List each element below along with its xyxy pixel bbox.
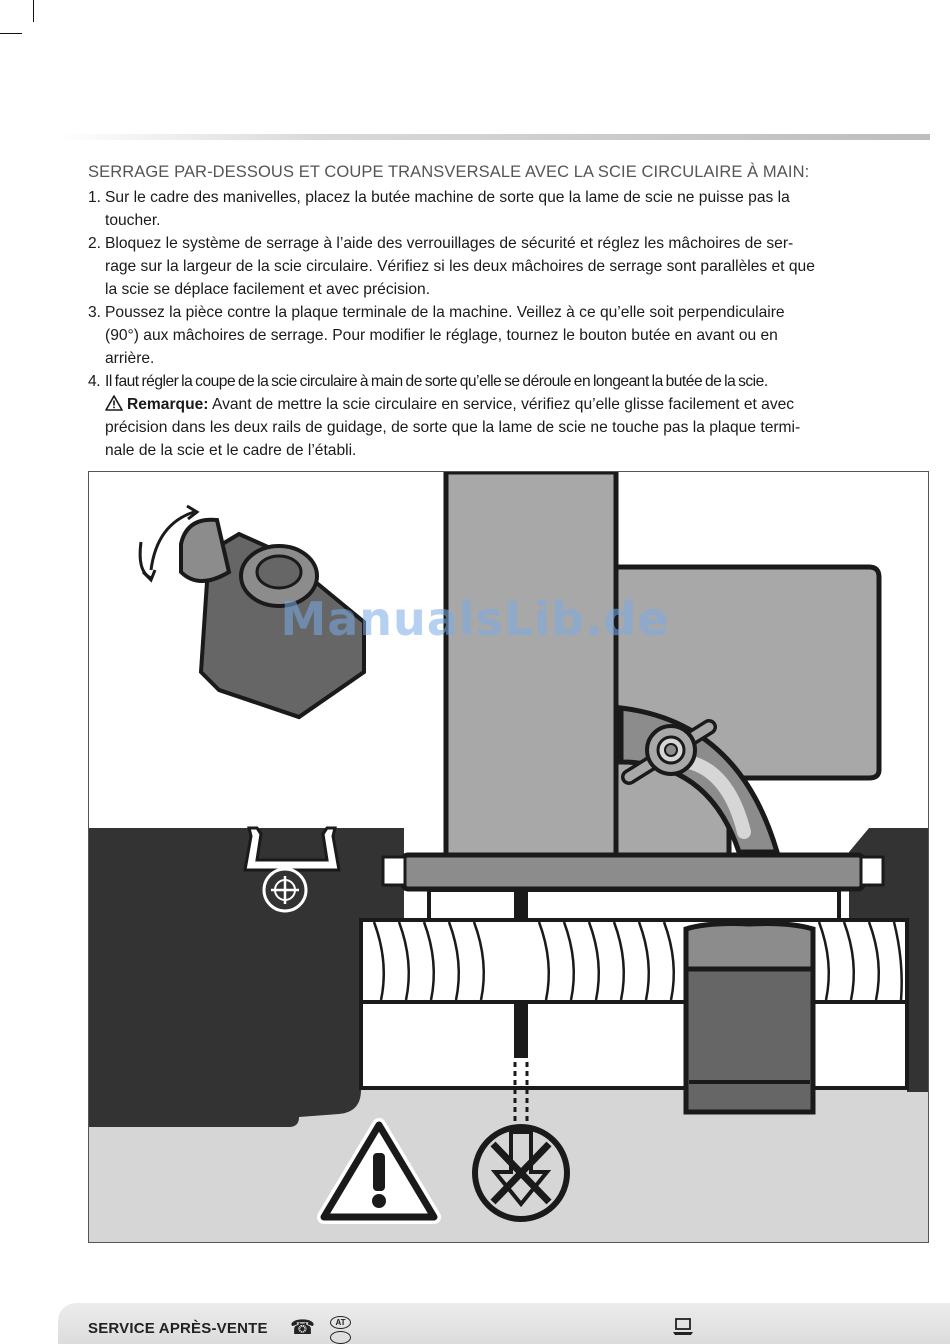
step-number: 4. — [88, 373, 101, 390]
blade-lower — [514, 1002, 528, 1058]
bar-clip-left — [383, 857, 405, 885]
step-number: 3. — [88, 304, 102, 321]
instruction-list — [88, 186, 888, 462]
step-item — [88, 186, 888, 232]
step-line: Bloquez le système de serrage à l’aide des verrouillages de sécurité et réglez les mâchoires de ser- — [105, 235, 794, 252]
illustration-canvas — [89, 472, 929, 1243]
note-label: Remarque: — [127, 396, 209, 413]
step-number: 1. — [88, 189, 102, 206]
step-number: 2. — [88, 235, 102, 252]
right-frame — [907, 920, 929, 1092]
no-cut-prohibition-icon — [475, 1127, 567, 1219]
cross-bar — [403, 855, 863, 889]
clamp-jaw-illustration — [181, 520, 364, 717]
step-item — [88, 301, 888, 370]
country-badge: AT — [330, 1316, 351, 1329]
step-line: Poussez la pièce contre la plaque terminale de la machine. Veillez à ce qu’elle soit perpendiculaire — [105, 304, 785, 321]
crop-mark-vertical — [33, 0, 34, 22]
step-line: Sur le cadre des manivelles, placez la butée machine de sorte que la lame de scie ne puisse pas la — [105, 189, 790, 206]
section-title: SERRAGE PAR-DESSOUS ET COUPE TRANSVERSALE AVEC LA SCIE CIRCULAIRE À MAIN: — [88, 163, 810, 181]
bar-clip-right — [861, 857, 883, 885]
step-line: rage sur la largeur de la scie circulaire. Vérifiez si les deux mâchoires de serrage sont parallèles et que — [105, 258, 815, 275]
assembly-illustration — [88, 471, 929, 1243]
note-first-line — [105, 393, 888, 416]
wood-plank — [361, 920, 907, 1002]
step-item — [88, 370, 888, 462]
left-rail — [89, 828, 404, 920]
note-line: précision dans les deux rails de guidage, de sorte que la lame de scie ne touche pas la plaque termi- — [105, 419, 801, 436]
under-rail — [429, 890, 839, 920]
phone-icon: ☎ — [290, 1317, 315, 1339]
left-frame — [89, 920, 361, 1127]
blade-upper — [514, 890, 528, 920]
step-line: (90°) aux mâchoires de serrage. Pour modifier le réglage, tournez le bouton butée en avant ou en — [105, 327, 778, 344]
step-item — [88, 232, 888, 301]
header-divider — [58, 134, 930, 140]
adjustment-knob-icon — [686, 924, 813, 1112]
note-text: Avant de mettre la scie circulaire en service, vérifiez qu’elle glisse facilement et avec — [211, 396, 795, 413]
step-line: toucher. — [105, 212, 161, 229]
lower-board — [361, 1002, 907, 1088]
country-badge-secondary — [330, 1331, 351, 1344]
step-line: Il faut régler la coupe de la scie circulaire à main de sorte qu’elle se déroule en longeant la butée de la scie. — [105, 373, 768, 390]
saw-guide-column — [446, 472, 616, 864]
screw-head-icon — [264, 869, 306, 911]
note-line: nale de la scie et le cadre de l’établi. — [105, 442, 357, 459]
crop-mark-horizontal — [0, 33, 22, 34]
watermark: ManualsLib.de — [280, 592, 670, 646]
step-line: arrière. — [105, 350, 155, 367]
footer-service-label: SERVICE APRÈS-VENTE — [88, 1320, 268, 1337]
laptop-icon — [672, 1318, 694, 1336]
step-line: la scie se déplace facilement et avec précision. — [105, 281, 431, 298]
warning-triangle-icon — [105, 395, 123, 411]
